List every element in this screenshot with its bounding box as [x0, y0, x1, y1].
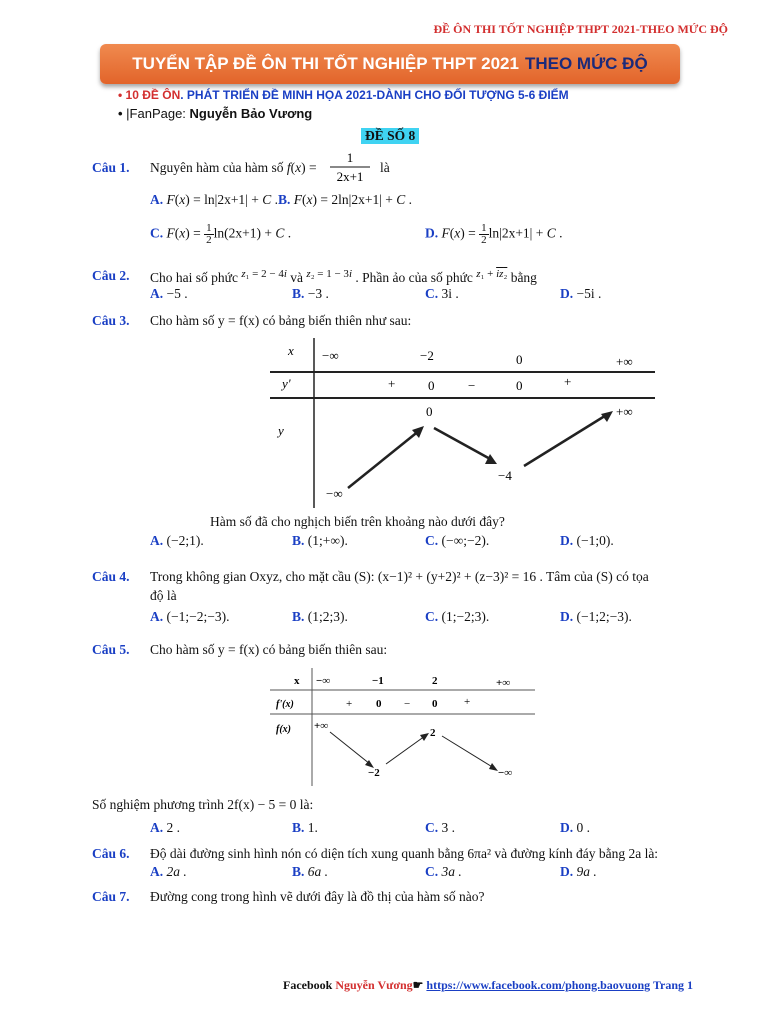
t2-f-1: −2 [368, 767, 380, 779]
t2-x-1: −1 [372, 675, 384, 687]
t2-x-0: −∞ [316, 675, 331, 687]
q6-text: Độ dài đường sinh hình nón có diện tích xung quanh bằng 6πa² và đường kính đáy bằng 2a là: [150, 846, 659, 861]
q3-opt-a: A. (−2;1). [150, 533, 204, 548]
q2-opt-a: A. −5 . [150, 286, 188, 301]
q2-opt-b: B. −3 . [292, 286, 329, 301]
t1-x-0: −∞ [322, 348, 339, 363]
t2-fp-4: + [464, 696, 471, 708]
t1-yp-4: + [564, 374, 572, 389]
t1-arrow-down [434, 428, 492, 460]
q3-opt-d: D. (−1;0). [560, 533, 614, 548]
q5-label: Câu 5. [92, 642, 130, 657]
fanpage-name: Nguyễn Bảo Vương [189, 106, 313, 121]
q4-text2: độ là [150, 588, 177, 603]
variation-table-2 [270, 668, 540, 786]
q1-opt-c: C. F(x) = 1 2 ln(2x+1) + C . [150, 222, 292, 246]
footer-page: Trang 1 [652, 978, 694, 992]
top-title-part3: THPT 2021-THEO MỨC ĐỘ [576, 22, 728, 36]
t1-arrow-up-2 [524, 414, 608, 466]
t1-y-2: −4 [498, 468, 512, 483]
q5-text: Cho hàm số y = f(x) có bảng biến thiên sau: [150, 642, 388, 657]
q1-text: Nguyên hàm của hàm số f(x) = [150, 160, 317, 175]
q6-opt-d: D. 9a . [560, 864, 597, 879]
t2-fp-label: f'(x) [276, 699, 294, 710]
q7-text: Đường cong trong hình vẽ dưới đây là đồ thị của hàm số nào? [150, 889, 485, 904]
t2-x-3: +∞ [496, 677, 511, 689]
q4-opt-d: D. (−1;2;−3). [560, 609, 632, 624]
q1-fraction [325, 150, 375, 186]
svg-text:2x+1: 2x+1 [336, 169, 364, 184]
banner-main: TUYỂN TẬP ĐỀ ÔN THI TỐT NGHIỆP THPT 2021 [132, 54, 519, 73]
q5-question: Số nghiệm phương trình 2f(x) − 5 = 0 là: [92, 797, 314, 812]
svg-text:1: 1 [346, 150, 354, 165]
bullet1-red: 10 ĐỀ ÔN [125, 88, 181, 102]
bullet-2: • |FanPage: Nguyễn Bảo Vương [118, 106, 313, 121]
t1-y-0: −∞ [326, 486, 343, 501]
bullet1-rest: . PHÁT TRIỂN ĐỀ MINH HỌA 2021-DÀNH CHO ĐỐI TƯỢNG 5-6 ĐIỂM [180, 88, 569, 102]
q4-label: Câu 4. [92, 569, 130, 584]
t1-x-1: −2 [420, 348, 434, 363]
q4-opt-a: A. (−1;−2;−3). [150, 609, 230, 624]
pointing-hand-icon: ☛ [412, 978, 427, 992]
q3-opt-c: C. (−∞;−2). [425, 533, 490, 548]
t1-x-2: 0 [516, 352, 523, 367]
t2-x-label: x [294, 675, 300, 687]
q3-label: Câu 3. [92, 313, 130, 328]
banner [100, 44, 680, 84]
q6-opt-a: A. 2a . [150, 864, 187, 879]
footer [283, 978, 693, 993]
q5-opt-a: A. 2 . [150, 820, 180, 835]
t1-y-label: y [278, 423, 284, 438]
q1-opt-d: D. F(x) = 1 2 ln|2x+1| + C . [425, 222, 563, 246]
t1-yp-3: 0 [516, 378, 523, 393]
t1-yp-0: + [388, 376, 396, 391]
t2-fp-0: + [346, 698, 353, 710]
t2-fp-1: 0 [376, 698, 382, 710]
variation-table-1 [270, 338, 660, 508]
q1-tail: là [380, 160, 390, 175]
q6-opt-c: C. 3a . [425, 864, 462, 879]
footer-name: Nguyễn Vương [335, 978, 413, 992]
t1-yp-2: − [468, 378, 476, 393]
t1-y-1: 0 [426, 404, 433, 419]
footer-link[interactable]: https://www.facebook.com/phong.baovuong [426, 978, 651, 992]
t2-fp-2: − [404, 698, 411, 710]
q2-label: Câu 2. [92, 268, 130, 283]
t1-yp-1: 0 [428, 378, 435, 393]
q2-text: Cho hai số phức $^{z_1 = 2 - 4i}$ và $^{z_2 = 1 - 3i}$ . Phần ảo của số phức $^{z_1 + iz_2}$ bằng [150, 268, 537, 285]
top-title [433, 22, 728, 37]
q7-label: Câu 7. [92, 889, 130, 904]
q4-opt-b: B. (1;2;3). [292, 609, 348, 624]
q3-opt-b: B. (1;+∞). [292, 533, 348, 548]
q5-opt-b: B. 1. [292, 820, 318, 835]
t2-f-label: f(x) [276, 724, 291, 735]
t2-f-3: −∞ [498, 767, 513, 779]
top-title-part2: TỐT NGHIỆP [498, 22, 577, 36]
t1-x-label: x [288, 343, 294, 358]
q3-text: Cho hàm số y = f(x) có bảng biến thiên như sau: [150, 313, 412, 328]
q5-opt-c: C. 3 . [425, 820, 455, 835]
t2-x-2: 2 [432, 675, 438, 687]
banner-alt: THEO MỨC ĐỘ [524, 54, 648, 73]
t1-arrow-up-1 [348, 430, 420, 488]
q3-question: Hàm số đã cho nghịch biến trên khoảng nào dưới đây? [210, 514, 505, 529]
t1-x-3: +∞ [616, 354, 633, 369]
top-title-part1: ĐỀ ÔN THI [433, 22, 499, 36]
t2-fp-3: 0 [432, 698, 438, 710]
fanpage-label: |FanPage: [126, 106, 190, 121]
q2-opt-d: D. −5i . [560, 286, 602, 301]
q6-label: Câu 6. [92, 846, 130, 861]
exam-title: ĐỀ SỐ 8 [361, 128, 419, 144]
t1-yp-label: y' [282, 376, 291, 391]
q4-text: Trong không gian Oxyz, cho mặt cầu (S): (x−1)² + (y+2)² + (z−3)² = 16 . Tâm của (S) có tọa [150, 569, 649, 584]
q2-opt-c: C. 3i . [425, 286, 459, 301]
t2-f-2: 2 [430, 727, 436, 739]
q5-opt-d: D. 0 . [560, 820, 590, 835]
q1-label: Câu 1. [92, 160, 130, 175]
t1-y-3: +∞ [616, 404, 633, 419]
bullet-1: • 10 ĐỀ ÔN. PHÁT TRIỂN ĐỀ MINH HỌA 2021-DÀNH CHO ĐỐI TƯỢNG 5-6 ĐIỂM [118, 88, 569, 102]
q6-opt-b: B. 6a . [292, 864, 329, 879]
t2-f-0: +∞ [314, 720, 329, 732]
q4-opt-c: C. (1;−2;3). [425, 609, 490, 624]
q1-opt-ab: A. F(x) = ln|2x+1| + C .B. F(x) = 2ln|2x+1| + C . [150, 192, 413, 207]
footer-facebook: Facebook [283, 978, 336, 992]
